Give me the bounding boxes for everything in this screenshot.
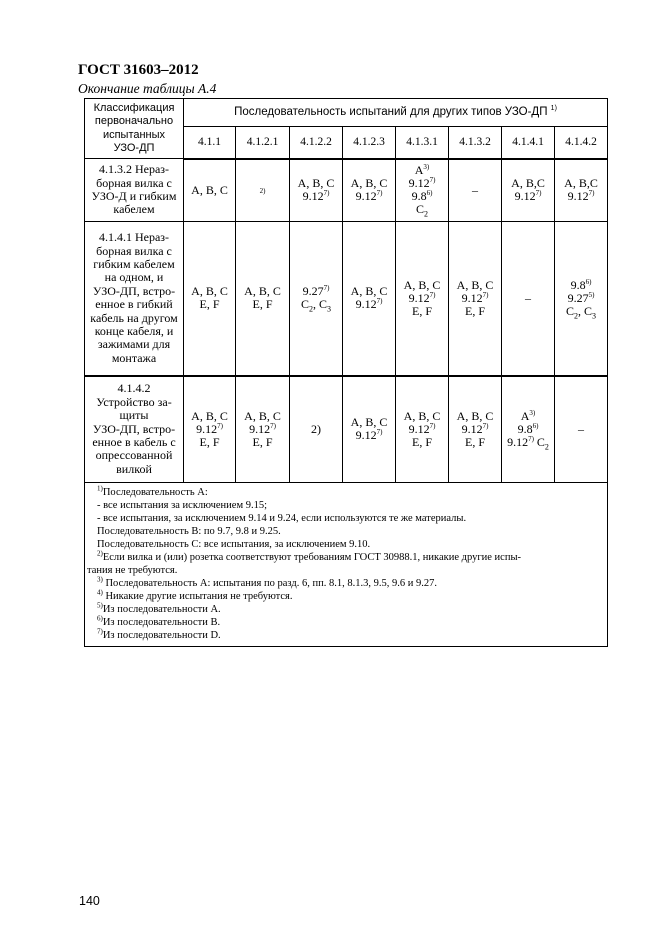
table-cell: А, В, С 9.12$^{7)}$ Е, F: [449, 222, 502, 376]
sequence-header: Последовательность испытаний для других типов УЗО-ДП $^{1)}$: [184, 99, 608, 127]
table-cell: А, В, С 9.12$^{7)}$ Е, F: [396, 222, 449, 376]
table-cell: А, В, С 9.12$^{7)}$: [343, 222, 396, 376]
column-header: 4.1.1: [184, 127, 236, 159]
table-cell: А, В,С 9.12$^{7)}$: [502, 159, 555, 222]
table-cell: –: [502, 222, 555, 376]
table-cell: $А^{3)}$ 9.8$^{6)}$ 9.12$^{7)}$ $С_2$: [502, 376, 555, 483]
footnote-line: тания не требуются.: [87, 565, 178, 576]
table-cell: А, В, С 9.12$^{7)}$ Е, F: [449, 376, 502, 483]
table-cell: А, В, С 9.12$^{7)}$ Е, F: [184, 376, 236, 483]
footnote-line: $^{2)}$Если вилка и (или) розетка соответствуют требованиям ГОСТ 30988.1, никакие другие испы-: [97, 549, 521, 563]
test-sequence-table: [84, 98, 608, 647]
footnote-line: $^{1)}$Последовательность А:: [97, 484, 208, 498]
footnote-line: $^{5)}$Из последовательности А.: [97, 601, 221, 615]
footnote-line: Последовательность В: по 9.7, 9.8 и 9.25.: [97, 526, 281, 537]
table-cell: А, В, С Е, F: [184, 222, 236, 376]
footnote-line: Последовательность С: все испытания, за исключением 9.10.: [97, 539, 371, 550]
column-header: 4.1.3.1: [396, 127, 449, 159]
document-standard-title: ГОСТ 31603–2012: [78, 62, 199, 78]
table-cell: 9.8$^{6)}$ 9.27$^{5)}$ $С_2$, $С_3$: [555, 222, 608, 376]
column-header: 4.1.4.2: [555, 127, 608, 159]
table-cell: –: [555, 376, 608, 483]
table-cell: А, В, С 9.12$^{7)}$: [343, 376, 396, 483]
column-header: 4.1.2.2: [290, 127, 343, 159]
table-cell: 2): [290, 376, 343, 483]
page-number: 140: [79, 894, 100, 908]
column-header: 4.1.3.2: [449, 127, 502, 159]
table-cell: А, В, С 9.12$^{7)}$: [343, 159, 396, 222]
classification-header: Классификация первоначально испытанных УЗО-ДП: [85, 99, 184, 159]
footnote-line: - все испытания, за исключением 9.14 и 9.24, если используются те же материалы.: [97, 513, 467, 524]
table-cell: А, В,С 9.12$^{7)}$: [555, 159, 608, 222]
footnote-line: $^{4)}$ Никакие другие испытания не требуются.: [97, 588, 293, 602]
footnote-line: - все испытания за исключением 9.15;: [97, 500, 268, 511]
table-cell: 9.27$^{7)}$ $С_2$, $С_3$: [290, 222, 343, 376]
row-label-4-1-4-1: 4.1.4.1 Нераз- борная вилка с гибким кабелем на одном, и УЗО-ДП, встро- енное в гибкий кабель на другом конце кабеля, и зажимами для монтажа: [85, 222, 184, 376]
footnote-line: $^{3)}$ Последовательность А: испытания по разд. 6, пп. 8.1, 8.1.3, 9.5, 9.6 и 9.27.: [97, 575, 437, 589]
column-header: 4.1.2.3: [343, 127, 396, 159]
row-label-4-1-4-2: 4.1.4.2 Устройство за- щиты УЗО-ДП, встро- енное в кабель с опрессованной вилкой: [85, 376, 184, 483]
row-label-4-1-3-2: 4.1.3.2 Нераз- борная вилка с УЗО-Д и гибким кабелем: [85, 159, 184, 222]
footnote-line: $^{7)}$Из последовательности D.: [97, 627, 221, 641]
table-cell: $А^{3)}$ 9.12$^{7)}$ 9.8$^{6)}$ $С_2$: [396, 159, 449, 222]
table-cell: А, В, С 9.12$^{7)}$ Е, F: [236, 376, 290, 483]
table-cell: –: [449, 159, 502, 222]
table-caption: Окончание таблицы А.4: [78, 81, 217, 96]
table-cell: 2): [236, 159, 290, 222]
table-cell: А, В, С: [184, 159, 236, 222]
table-cell: А, В, С 9.12$^{7)}$: [290, 159, 343, 222]
footnote-line: $^{6)}$Из последовательности В.: [97, 614, 221, 628]
table-footnotes: [85, 483, 608, 647]
column-header: 4.1.4.1: [502, 127, 555, 159]
table-cell: А, В, С Е, F: [236, 222, 290, 376]
column-header: 4.1.2.1: [236, 127, 290, 159]
table-cell: А, В, С 9.12$^{7)}$ Е, F: [396, 376, 449, 483]
